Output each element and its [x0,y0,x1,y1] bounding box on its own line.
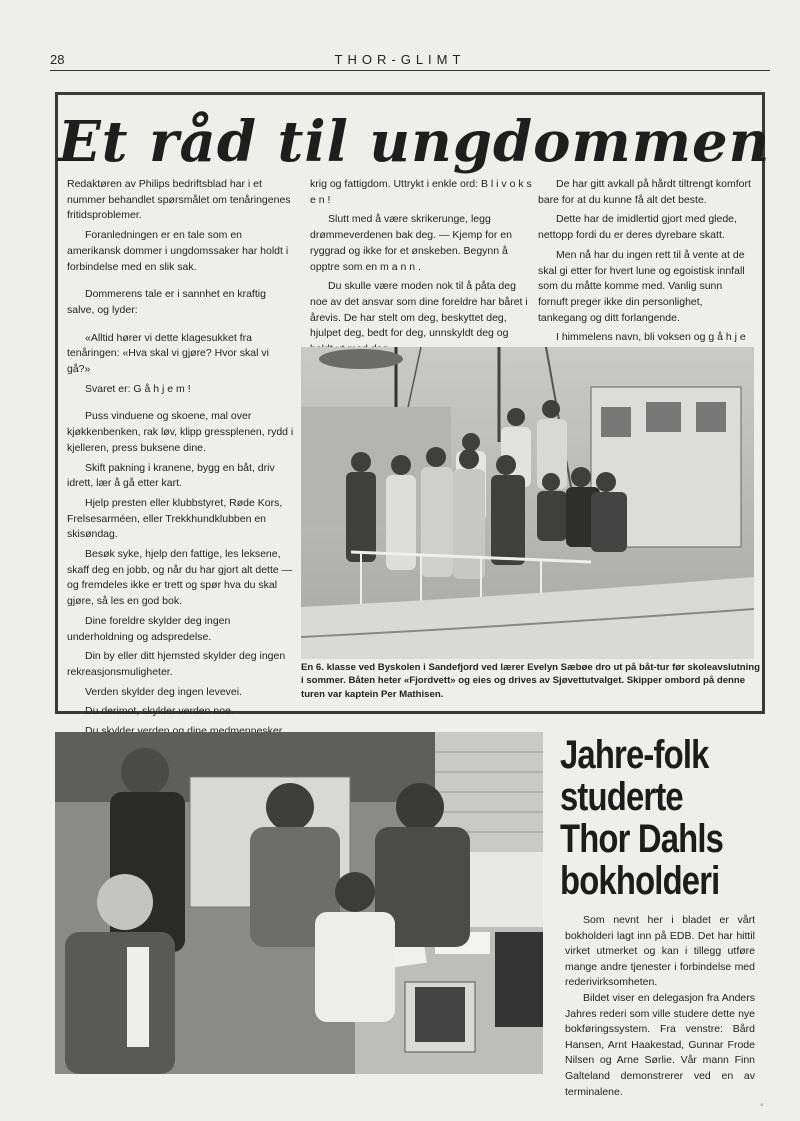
paragraph: De har gitt avkall på hårdt tiltrengt komfort bare for at du kunne få alt det beste. [538,178,751,206]
paragraph: Hjelp presten eller klubbstyret, Røde Kors, Frelsesarméen, eller Trekkhundklubben en skisøndag. [67,496,283,541]
paragraph: krig og fattigdom. Uttrykt i enkle ord: B l i v o k s e n ! [310,178,532,206]
article-headline: Et råd til ungdommen [58,109,771,175]
paragraph: Slutt med å være skrikerunge, legg drømmeverdenen bak deg. — Kjemp for en ryggrad og ikke for et ønskeben. Begynn å opptre som en m a n n . [310,213,512,273]
article-column-2 [310,177,532,362]
article-headline [560,734,732,902]
page-corner-mark: ° [760,1102,764,1112]
paragraph: Du derimot, skylder verden noe. [85,705,234,718]
headline-line: Thor Dahls [560,817,724,861]
paragraph: Som nevnt her i bladet er vårt bokholderi lagt inn på EDB. Det har hittil virket utmerket og kan i tillegg utføre mange andre tjenester i forbindelse med rederivirksomheten. [565,914,755,989]
paragraph: Bildet viser en delegasjon fra Anders Jahres rederi som ville studere dette nye bokføringssystem. Fra venstre: Bård Hansen, Arnt Haakestad, Gunnar Frode Nilsen og Arne Sørlie. Vår mann Finn Galteland demonstrerer ved en av terminalene. [565,991,755,1098]
boat-trip-photo [301,347,754,659]
paragraph: Svaret er: G å h j e m ! [85,382,191,395]
paragraph: Du skulle være moden nok til å påta deg noe av det ansvar som dine foreldre har båret i årevis. De har stelt om deg, beskyttet deg, hjulpet deg, bedt for deg, unnskyldt deg og [310,280,528,340]
paragraph: Dine foreldre skylder deg ingen underholdning og adspredelse. [67,614,231,643]
headline-line: studerte [560,775,683,819]
paragraph: «Alltid hører vi dette klagesukket fra tenåringen: «Hva skal vi gjøre? Hvor skal vi gå?» [67,331,269,376]
article-column-1 [67,177,295,760]
paragraph: Dommerens tale er i sannhet en kraftig salve, og lyder: [67,288,266,316]
paragraph: Verden skylder deg ingen levevei. [85,685,243,698]
article-body [565,913,755,1100]
paragraph: I himmelens navn, bli voksen og g å h j e [556,331,746,344]
photo-caption: En 6. klasse ved Byskolen i Sandefjord ved lærer Evelyn Sæbøe dro ut på båt-tur før skoleavslutning i sommer. Båten heter «Fjordvett» og eies og drives av Sjøvettutvalget. Skipper ombord på denne turen var kaptein Per Mathisen. [301,662,761,700]
paragraph: Skift pakning i kranene, bygg en båt, driv idrett, lær å gå etter kart. [67,461,275,490]
headline-line: Jahre-folk [560,733,709,777]
paragraph: Foranledningen er en tale som en amerikansk dommer i ungdomssaker har holdt i forbindelse med en slik sak. [67,229,289,273]
article-box-advice [55,92,771,718]
masthead: THOR-GLIMT [334,52,466,67]
headline-line: bokholderi [560,859,720,903]
header-rule [50,70,770,71]
paragraph: Besøk syke, hjelp den fattige, les leksene, skaff deg en jobb, og når du har gjort alt dette — og fremdeles ikke er trett og spør hva du skal gjøre, så les en god bok. [67,548,293,608]
paragraph: Din by eller ditt hjemsted skylder deg ingen rekreasjonsmuligheter. [67,650,286,678]
paragraph: Puss vinduene og skoene, mal over kjøkkenbenken, rak løv, klipp gressplenen, rydd i kjelleren, press buksene dine. [67,410,294,454]
article-column-3 [538,177,754,366]
paragraph: Redaktøren av Philips bedriftsblad har i et nummer behandlet spørsmålet om tenåringenes fritidsproblemer. [67,178,291,222]
edb-demonstration-photo [55,732,543,1074]
page-number: 28 [50,52,65,67]
paragraph: Dette har de imidlertid gjort med glede, nettopp fordi du er deres dyrebare skatt. [538,213,737,242]
paragraph: Men nå har du ingen rett til å vente at de skal gi etter for hvert lune og egoistisk innfall som du måtte komme med. Vanlig sunn fornuft preger ikke din personlighet, tankegang og ditt forlangende. [538,248,745,324]
